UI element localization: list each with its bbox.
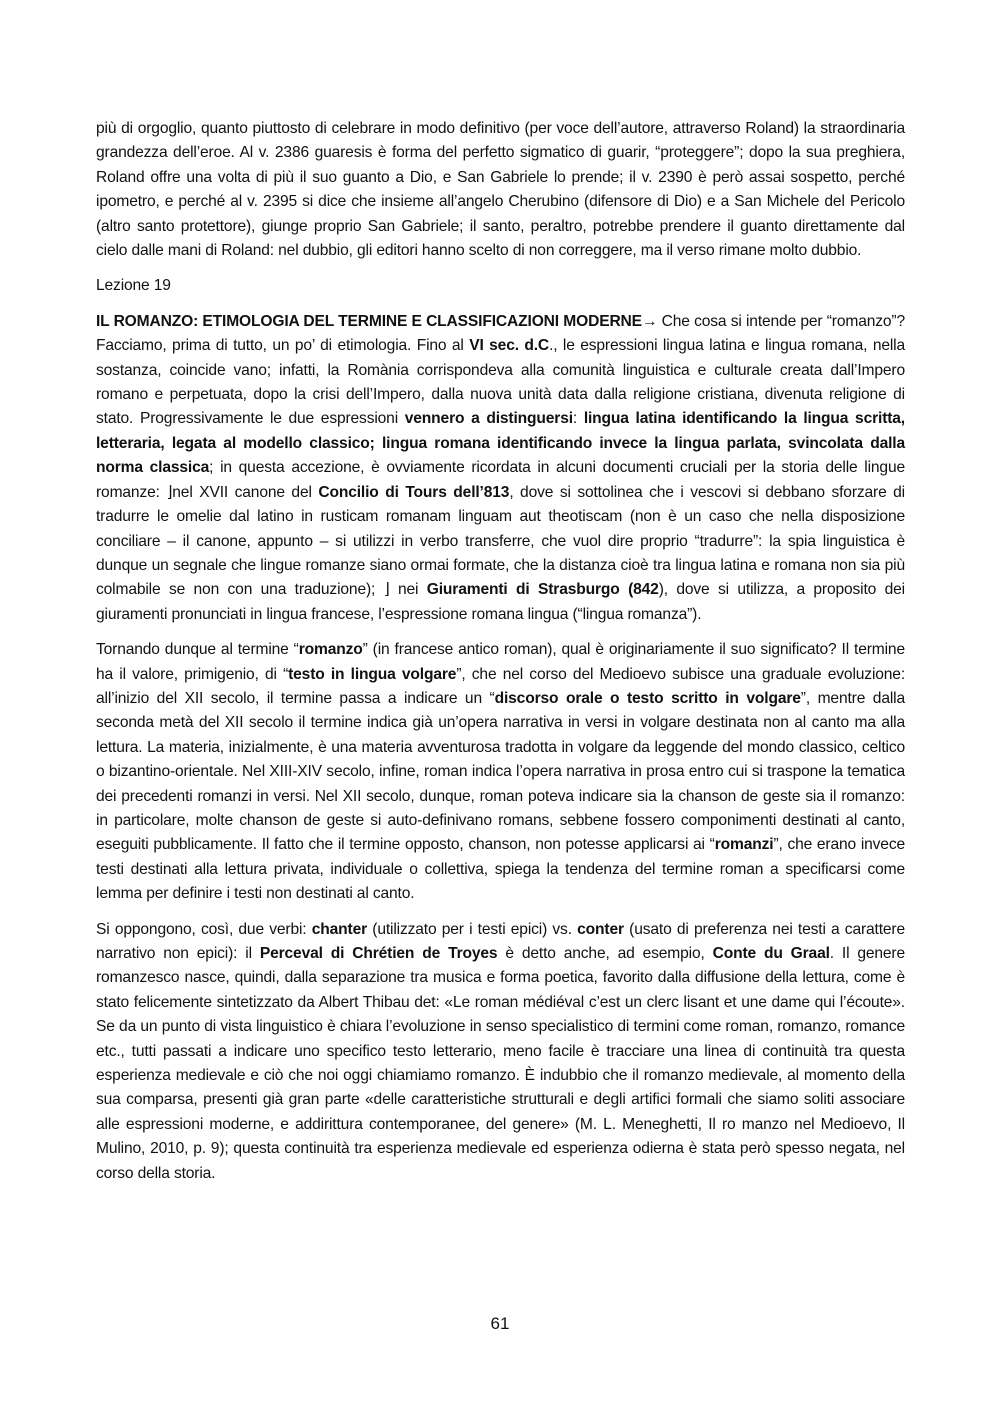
text-run: (usato di preferenza nei testi a carattere narrativo non epici): il [96,920,905,962]
text-run: ” (in francese antico roman), qual è originariamente il suo significato? Il termine ha il valore, primigenio, di “ [96,641,905,683]
text-run: . Il genere romanzesco nasce, quindi, dalla separazione tra musica e forma poetica, favorito dalla diffusione della lettura, come è stato felicemente sintetizzato da Albert Thibau det: «Le roman médiéval c’est un clerc lisant et une dame qui l’écoute». Se da un punto di vista linguistico è chiara l’evoluzione in senso specialistico di termini come roman, romanzo, romance etc., tutti passati a indicare uno specifico testo letterario, meno facile è tracciare una linea di continuità tra questa esperienza medievale e ciò che noi oggi chiamiamo romanzo. È indubbio che il romanzo medievale, al momento della sua comparsa, presenti già gran parte «delle caratteristiche strutturali e degli artifici formali che siamo soliti associare alle espressioni moderne, e addirittura contemporanee, del genere» (M. L. Meneghetti, Il ro manzo nel Medioevo, Il Mulino, 2010, p. 9); questa continuità tra esperienza medievale ed esperienza odierna è stata però spesso negata, nel corso della storia. [96,945,905,1182]
text-run: ”, che erano invece testi destinati alla lettura privata, individuale o collettiva, spiega la tendenza del termine roman a specificarsi come lemma per definire i testi non destinati al canto. [96,836,905,903]
text-run: Si oppongono, così, due verbi: [96,920,312,938]
bold-text-run: conter [577,920,624,938]
text-run: ), dove si utilizza, a proposito dei giuramenti pronunciati in lingua francese, l’espressione romana lingua (“lingua romanza”). [96,581,905,623]
text-run: Lezione 19 [96,277,171,295]
bold-text-run: romanzo [298,641,363,659]
bold-text-run: VI sec. d.C [469,337,550,355]
bold-text-run: testo in lingua volgare [288,665,457,683]
bold-text-run: Giuramenti di Strasburgo (842 [426,581,659,599]
bold-text-run: Conte du Graal [712,945,830,962]
text-run: ”, mentre dalla seconda metà del XII secolo il termine indica già un’opera narrativa in versi in volgare destinata non al canto ma alla lettura. La materia, inizialmente, è una materia avventurosa tradotta in volgare da leggende del mondo classico, celtico o bizantino-orientale. Nel XIII-XIV secolo, infine, roman indica l’opera narrativa in prosa entro cui si traspone la tematica dei precedenti romanzi in versi. Nel XII secolo, dunque, roman poteva indicare sia la chanson de geste sia il romanzo: in particolare, molte chanson de geste si auto-definivano romans, sebbene fossero componimenti destinati al canto, eseguiti pubblicamente. Il fatto che il termine opposto, chanson, non potesse applicarsi ai “ [96,689,905,854]
bold-text-run: IL ROMANZO: ETIMOLOGIA DEL TERMINE E CLASSIFICAZIONI MODERNE [96,312,642,330]
text-run: , dove si sottolinea che i vescovi si debbano sforzare di tradurre le omelie dal latino in rusticam romanam linguam aut theotiscam (non è un caso che nella disposizione conciliare – il canone, appunto – si utilizzi in verbo transferre, che vuol dire proprio “tradurre”: la spia linguistica è dunque un segnale che lingue romanze siano ormai formate, che la distanza cioè tra lingua latina e romana non sia più colmabile se non con una traduzione); ⌋ nei [96,483,905,599]
text-run: ., le espressioni lingua latina e lingua romana, nella sostanza, coincide vano; infatti, la Romània corrispondeva alla comunità linguistica e culturale creata dall’Impero romano e perpetuata, dopo la crisi dell’Impero, dalla nuova unità data dalla religione cristiana, divenuta religione di stato. Progressivamente le due espressioni [96,337,906,428]
bold-text-run: chanter [311,920,368,938]
text-run: ; in questa accezione, è ovviamente ricordata in alcuni documenti cruciali per la storia delle lingue romanze: ⌋nel XVII canone del [96,459,906,501]
bold-text-run: lingua latina identificando la lingua scritta, letteraria, legata al modello classico; lingua romana identificando invece la lingua parlata, svincolata dalla norma classica [96,410,905,477]
text-run: ”, che nel corso del Medioevo subisce una graduale evoluzione: all’inizio del XII secolo, il termine passa a indicare un “ [96,665,906,707]
bold-text-run: romanzi [714,836,774,854]
bold-text-run: discorso orale o testo scritto in volgare [494,689,801,707]
page-number: 61 [490,1314,510,1333]
lesson-heading [96,274,905,298]
text-run: Tornando dunque al termine “ [96,641,299,659]
paragraph-romanzo-etymology [96,310,905,627]
bold-text-run: vennero a distinguersi [404,410,573,428]
bold-text-run: Concilio di Tours dell’813 [318,483,510,501]
text-run: → Che cosa si intende per “romanzo”? Facciamo, prima di tutto, un po’ di etimologia. Fino al [96,312,905,355]
paragraph-chanter-conter [96,918,905,1186]
paragraph-romanzo-meaning [96,638,905,906]
bold-text-run: Perceval di Chrétien de Troyes [259,945,498,962]
text-run: più di orgoglio, quanto piuttosto di celebrare in modo definitivo (per voce dell’autore, attraverso Roland) la straordinaria grandezza dell’eroe. Al v. 2386 guaresis è forma del perfetto sigmatico di guarir, “proteggere”; dopo la sua preghiera, Roland offre una volta di più il suo guanto a Dio, e San Gabriele lo prende; il v. 2390 è però assai sospetto, perché ipometro, e perché al v. 2395 si dice che insieme all’angelo Cherubino (difensore di Dio) e a San Michele del Pericolo (altro santo protettore), giunge proprio San Gabriele; il santo, peraltro, potrebbe prendere il guanto direttamente dal cielo dalle mani di Roland: nel dubbio, gli editori hanno scelto di non correggere, ma il verso rimane molto dubbio. [96,120,905,260]
text-run: è detto anche, ad esempio, [497,945,713,962]
text-run: (utilizzato per i testi epici) vs. [367,920,578,938]
text-run: : [572,410,584,428]
document-body [96,117,905,1197]
paragraph-roland-commentary [96,117,905,263]
